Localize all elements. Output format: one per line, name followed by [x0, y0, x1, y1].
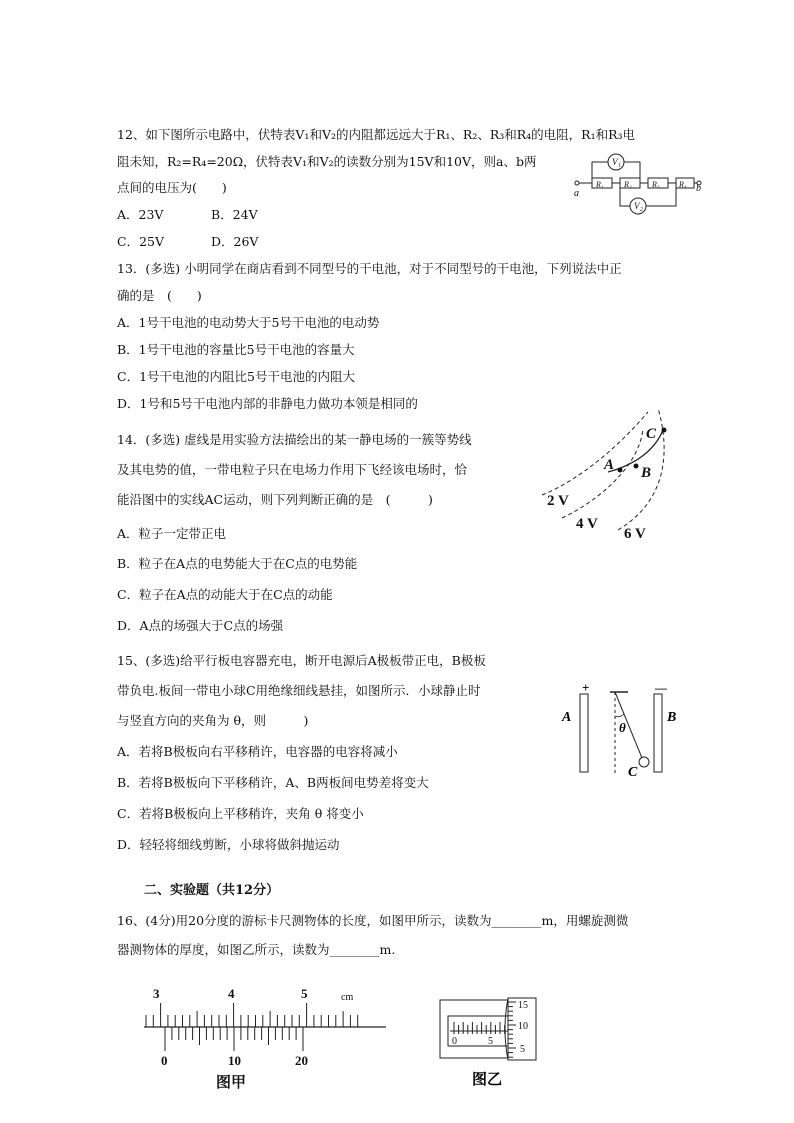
q12-option-b: B．24V [211, 207, 258, 222]
q16-line2: 器测物体的厚度，如图乙所示，读数为________m. [117, 942, 396, 957]
q13-option-c: C．1号干电池的内阻比5号干电池的内阻大 [117, 369, 355, 384]
equipotential-4v [562, 428, 643, 518]
svg-text:C: C [646, 426, 657, 442]
circuit-diagram [572, 150, 706, 218]
q13-option-b: B．1号干电池的容量比5号干电池的容量大 [117, 342, 355, 357]
svg-text:+: + [582, 682, 590, 695]
q15-option-a: A．若将B极板向右平移稍许，电容器的电容将减小 [117, 744, 398, 759]
q13-line1: 13．(多选) 小明同学在商店看到不同型号的干电池，对于不同型号的干电池，下列说法中正 [117, 261, 622, 276]
svg-text:R₂: R₂ [624, 180, 632, 189]
svg-text:b: b [696, 183, 701, 194]
q12-line2: 阻未知，R₂=R₄=20Ω，伏特表V₁和V₂的读数分别为15V和10V，则a、b两 [117, 154, 537, 169]
svg-text:A: A [562, 710, 572, 725]
svg-text:0: 0 [161, 1053, 168, 1068]
svg-text:R₄: R₄ [679, 180, 687, 189]
q16-line1: 16、(4分)用20分度的游标卡尺测物体的长度，如图甲所示，读数为________m，用螺旋测微 [117, 913, 629, 928]
equipotential-2v [542, 412, 648, 495]
svg-text:A: A [604, 457, 615, 473]
caption-jia: 图甲 [216, 1075, 247, 1090]
caption-yi: 图乙 [472, 1072, 503, 1088]
svg-text:4: 4 [228, 986, 235, 1001]
svg-text:θ: θ [619, 720, 626, 735]
q14-option-b: B．粒子在A点的电势能大于在C点的电势能 [117, 556, 358, 571]
svg-text:1: 1 [618, 163, 621, 169]
svg-text:V: V [612, 157, 618, 167]
q15-option-d: D．轻轻将细线剪断，小球将做斜抛运动 [117, 837, 340, 852]
svg-text:R₃: R₃ [652, 180, 660, 189]
q14-option-a: A．粒子一定带正电 [117, 526, 227, 541]
ball-c [639, 757, 649, 767]
point-a [618, 468, 623, 473]
svg-text:V: V [634, 201, 640, 211]
micrometer-figure [436, 994, 546, 1089]
svg-text:5: 5 [488, 1036, 493, 1047]
q15-line3: 与竖直方向的夹角为 θ，则 ) [117, 713, 309, 728]
equipotential-diagram [540, 400, 690, 545]
q12-option-a: A．23V [117, 207, 164, 222]
q14-line1: 14．(多选) 虚线是用实验方法描绘出的某一静电场的一簇等势线 [117, 432, 472, 447]
svg-text:0: 0 [452, 1036, 457, 1047]
q13-option-a: A．1号干电池的电动势大于5号干电池的电动势 [117, 315, 380, 330]
vernier-caliper-figure [138, 985, 398, 1090]
plate-b [654, 694, 662, 772]
svg-text:cm: cm [341, 992, 354, 1003]
q14-option-c: C．粒子在A点的动能大于在C点的动能 [117, 587, 333, 602]
svg-text:2: 2 [640, 207, 643, 213]
q12-option-d: D．26V [211, 234, 259, 249]
q12-line3: 点间的电压为( ) [117, 180, 227, 195]
svg-text:6 V: 6 V [624, 526, 646, 542]
q15-option-c: C．若将B极板向上平移稍许，夹角 θ 将变小 [117, 806, 364, 821]
svg-text:10: 10 [228, 1053, 241, 1068]
q15-line1: 15、(多选)给平行板电容器充电，断开电源后A极板带正电，B极板 [117, 653, 486, 668]
svg-text:2 V: 2 V [547, 493, 569, 509]
q15-option-b: B．若将B极板向下平移稍许，A、B两板间电势差将变大 [117, 775, 429, 790]
capacitor-diagram [558, 682, 688, 782]
q13-line2: 确的是 ( ) [117, 288, 202, 303]
q14-option-d: D．A点的场强大于C点的场强 [117, 618, 284, 633]
svg-text:a: a [574, 188, 579, 199]
svg-text:3: 3 [153, 986, 160, 1001]
point-c [662, 428, 667, 433]
section-title: 二、实验题（共12分） [144, 883, 280, 898]
svg-text:5: 5 [301, 986, 308, 1001]
plate-a [580, 694, 588, 772]
q12-option-c: C．25V [117, 234, 164, 249]
svg-text:B: B [641, 465, 652, 481]
q15-line2: 带负电.板间一带电小球C用绝缘细线悬挂，如图所示．小球静止时 [117, 683, 481, 698]
svg-text:15: 15 [518, 1000, 528, 1011]
svg-text:20: 20 [295, 1053, 308, 1068]
svg-text:R₁: R₁ [596, 180, 604, 189]
svg-text:4 V: 4 V [576, 516, 598, 532]
q14-line2: 及其电势的值，一带电粒子只在电场力作用下飞经该电场时，恰 [117, 462, 468, 477]
q13-option-d: D．1号和5号干电池内部的非静电力做功本领是相同的 [117, 396, 418, 411]
svg-text:10: 10 [518, 1021, 528, 1032]
svg-text:—: — [655, 682, 667, 695]
svg-text:C: C [628, 765, 638, 780]
svg-text:5: 5 [520, 1044, 525, 1055]
point-b [634, 464, 639, 469]
svg-text:B: B [667, 710, 677, 725]
q12-line1: 12、如下图所示电路中，伏特表V₁和V₂的内阻都远远大于R₁、R₂、R₃和R₄的电阻，R₁和R₃电 [117, 127, 636, 142]
q14-line3: 能沿图中的实线AC运动，则下列判断正确的是 ( ) [117, 492, 433, 507]
